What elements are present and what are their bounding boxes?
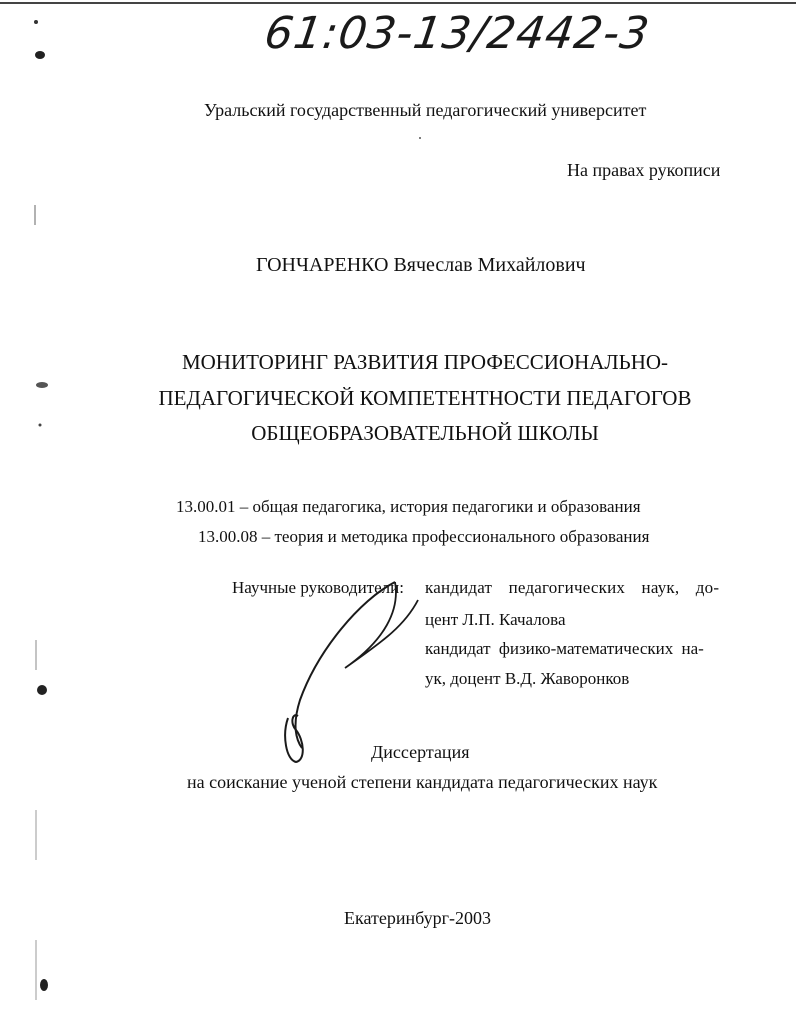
supervisor-line: цент Л.П. Качалова	[425, 610, 566, 629]
dissertation-title-line: ПЕДАГОГИЧЕСКОЙ КОМПЕТЕНТНОСТИ ПЕДАГОГОВ	[158, 386, 692, 410]
scan-top-edge	[0, 2, 796, 4]
dissertation-title-line: МОНИТОРИНГ РАЗВИТИЯ ПРОФЕССИОНАЛЬНО-	[181, 350, 669, 374]
dissertation-heading: Диссертация	[371, 742, 470, 762]
rights-notice: На правах рукописи	[567, 160, 721, 180]
supervisors-label: Научные руководители:	[232, 578, 404, 597]
specialty-line: 13.00.08 – теория и методика профессионального образования	[198, 527, 650, 546]
specialty-line: 13.00.01 – общая педагогика, история педагогики и образования	[176, 497, 641, 516]
author-name: ГОНЧАРЕНКО Вячеслав Михайлович	[256, 254, 586, 276]
city-year: Екатеринбург-2003	[344, 908, 491, 928]
dissertation-title-line: ОБЩЕОБРАЗОВАТЕЛЬНОЙ ШКОЛЫ	[251, 421, 599, 445]
supervisor-line: кандидат физико-математических на-	[425, 639, 704, 658]
handwritten-catalog-number: 61:03-13/2442-3	[261, 8, 653, 59]
supervisor-line: кандидат педагогических наук, до-	[425, 578, 720, 597]
dissertation-subheading: на соискание ученой степени кандидата педагогических наук	[187, 772, 658, 792]
supervisor-line: ук, доцент В.Д. Жаворонков	[425, 669, 630, 688]
university-name: Уральский государственный педагогический университет	[204, 100, 647, 120]
